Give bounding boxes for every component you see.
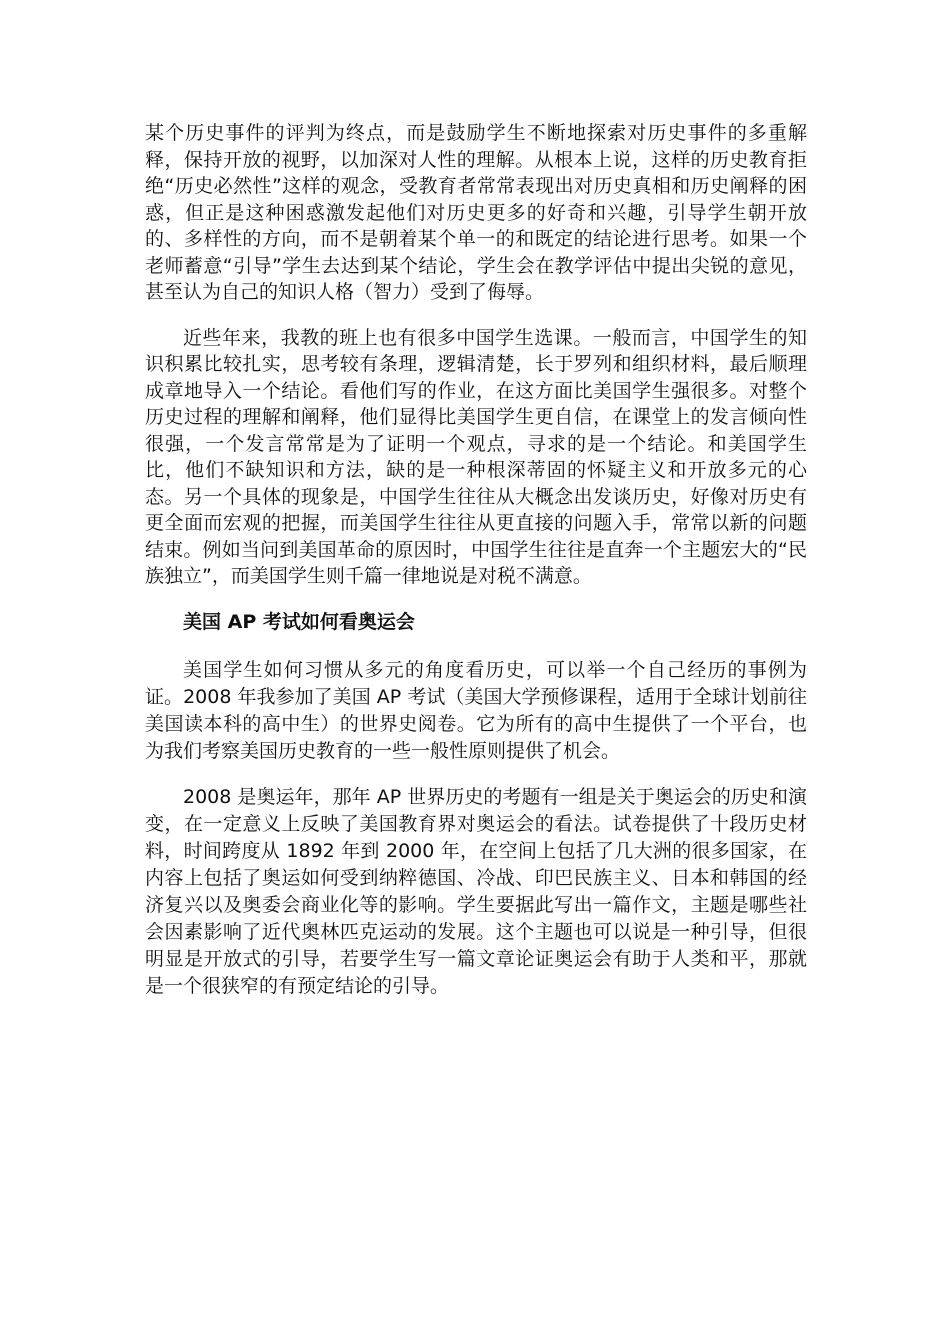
paragraph-1: 某个历史事件的评判为终点，而是鼓励学生不断地探索对历史事件的多重解释，保持开放的视野，以加深对人性的理解。从根本上说，这样的历史教育拒绝“历史必然性”这样的观念，受教育者常常表现出对历史真相和历史阐释的困惑，但正是这种困惑激发起他们对历史更多的好奇和兴趣，引导学生朝开放的、多样性的方向，而不是朝着某个单一的和既定的结论进行思考。如果一个老师蓄意“引导”学生去达到某个结论，学生会在教学评估中提出尖锐的意见，甚至认为自己的知识人格（智力）受到了侮辱。 [145,122,807,303]
paragraph-3: 美国学生如何习惯从多元的角度看历史，可以举一个自己经历的事例为证。2008 年我参加了美国 AP 考试（美国大学预修课程，适用于全球计划前往美国读本科的高中生）的世界史阅卷。它为所有的高中生提供了一个平台，也为我们考察美国历史教育的一些一般性原则提供了机会。 [145,658,807,762]
section-heading: 美国 AP 考试如何看奥运会 [183,610,415,633]
document-page [145,120,807,1019]
paragraph-2: 近些年来，我教的班上也有很多中国学生选课。一般而言，中国学生的知识积累比较扎实，思考较有条理，逻辑清楚，长于罗列和组织材料，最后顺理成章地导入一个结论。看他们写的作业，在这方面比美国学生强很多。对整个历史过程的理解和阐释，他们显得比美国学生更自信，在课堂上的发言倾向性很强，一个发言常常是为了证明一个观点，寻求的是一个结论。和美国学生比，他们不缺知识和方法，缺的是一种根深蒂固的怀疑主义和开放多元的心态。另一个具体的现象是，中国学生往往从大概念出发谈历史，好像对历史有更全面而宏观的把握，而美国学生往往从更直接的问题入手，常常以新的问题结束。例如当问到美国革命的原因时，中国学生往往是直奔一个主题宏大的“民族独立”，而美国学生则千篇一律地说是对税不满意。 [145,326,807,587]
paragraph-4: 2008 是奥运年，那年 AP 世界历史的考题有一组是关于奥运会的历史和演变，在一定意义上反映了美国教育界对奥运会的看法。试卷提供了十段历史材料，时间跨度从 1892 年到 2000 年，在空间上包括了几大洲的很多国家，在内容上包括了奥运如何受到纳粹德国、冷战、印巴民族主义、日本和韩国的经济复兴以及奥委会商业化等的影响。学生要据此写出一篇作文，主题是哪些社会因素影响了近代奥林匹克运动的发展。这个主题也可以说是一种引导，但很明显是开放式的引导，若要学生写一篇文章论证奥运会有助于人类和平，那就是一个很狭窄的有预定结论的引导。 [145,785,807,997]
